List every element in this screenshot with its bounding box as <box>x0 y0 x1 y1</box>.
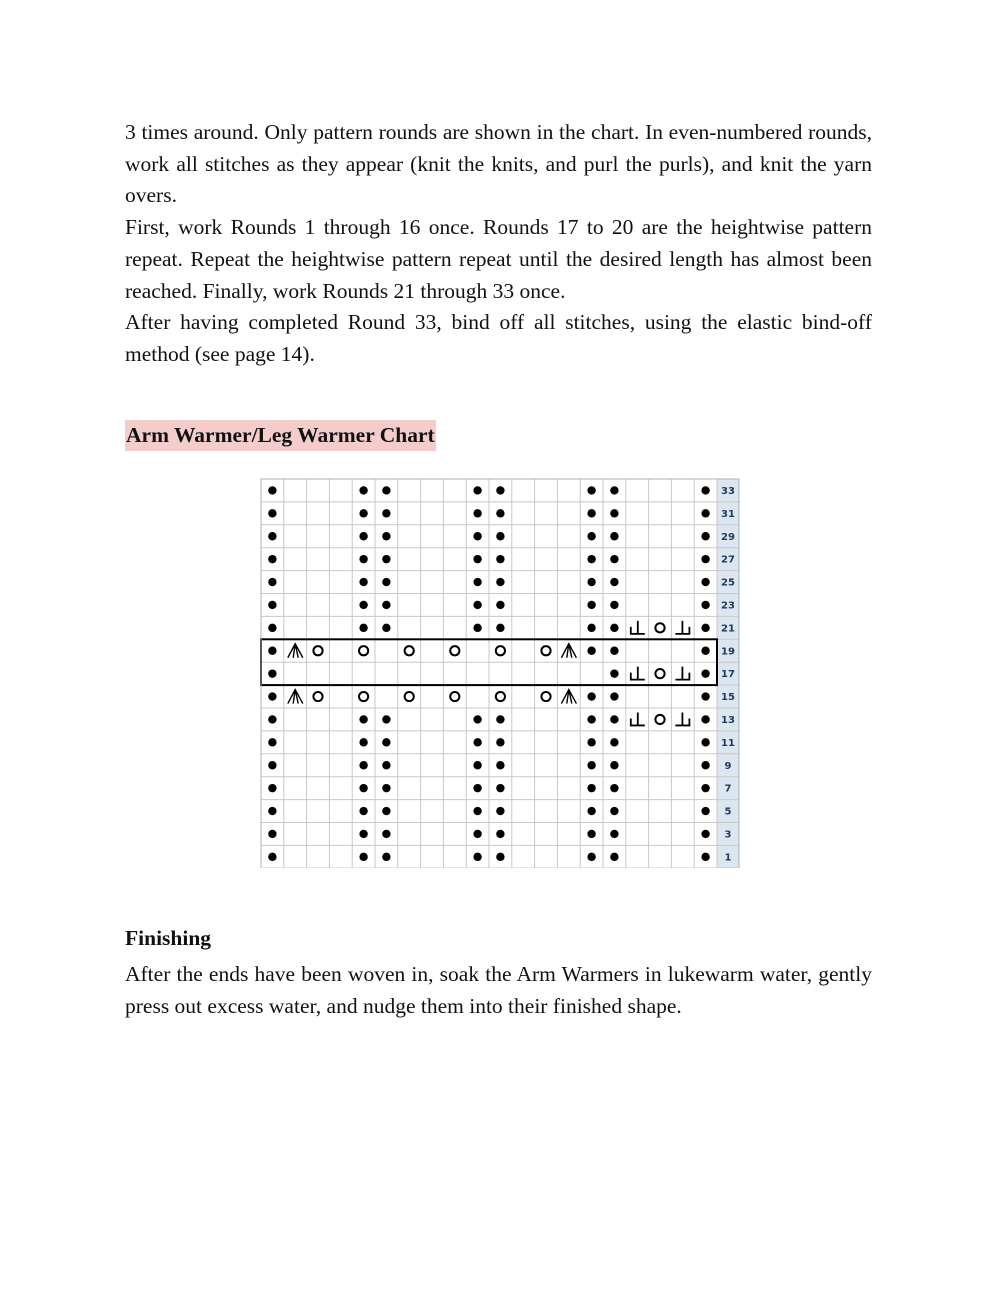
purl-stitch <box>701 853 709 861</box>
purl-stitch <box>268 738 276 746</box>
yarn-over <box>405 692 414 701</box>
intro-paragraph-3: After having completed Round 33, bind off all stitches, using the elastic bind-off method (see page 14). <box>125 310 872 366</box>
purl-stitch <box>268 624 276 632</box>
row-number: 31 <box>721 508 735 520</box>
purl-stitch <box>701 578 709 586</box>
row-number: 23 <box>721 600 735 612</box>
purl-stitch <box>359 807 367 815</box>
purl-stitch <box>587 807 595 815</box>
purl-stitch <box>701 761 709 769</box>
purl-stitch <box>382 509 390 517</box>
row-number: 27 <box>721 554 735 566</box>
row-number: 3 <box>724 829 732 841</box>
yarn-over <box>541 646 550 655</box>
yarn-over <box>450 692 459 701</box>
purl-stitch <box>268 555 276 563</box>
purl-stitch <box>359 601 367 609</box>
row-number: 33 <box>721 485 735 497</box>
purl-stitch <box>610 830 618 838</box>
double-decrease-left <box>288 690 303 704</box>
purl-stitch <box>496 830 504 838</box>
purl-stitch <box>382 555 390 563</box>
finishing-paragraph: After the ends have been woven in, soak the Arm Warmers in lukewarm water, gently press out excess water, and nudge them into their finished shape. <box>125 962 872 1018</box>
yarn-over <box>655 669 664 678</box>
right-decrease <box>675 621 689 634</box>
purl-stitch <box>610 853 618 861</box>
purl-stitch <box>701 738 709 746</box>
row-number: 7 <box>724 783 732 795</box>
purl-stitch <box>382 601 390 609</box>
row-number: 29 <box>721 531 735 543</box>
purl-stitch <box>610 784 618 792</box>
purl-stitch <box>359 532 367 540</box>
row-number: 1 <box>724 852 732 864</box>
purl-stitch <box>382 715 390 723</box>
right-decrease <box>675 712 689 725</box>
purl-stitch <box>496 715 504 723</box>
yarn-over <box>313 646 322 655</box>
purl-stitch <box>268 647 276 655</box>
right-decrease <box>675 667 689 680</box>
purl-stitch <box>268 692 276 700</box>
row-number: 25 <box>721 577 735 589</box>
purl-stitch <box>587 692 595 700</box>
yarn-over <box>359 692 368 701</box>
purl-stitch <box>473 830 481 838</box>
purl-stitch <box>496 624 504 632</box>
double-decrease-left <box>288 644 303 658</box>
finishing-heading: Finishing <box>125 926 212 950</box>
purl-stitch <box>610 624 618 632</box>
purl-stitch <box>701 784 709 792</box>
purl-stitch <box>587 555 595 563</box>
left-decrease <box>631 667 645 680</box>
purl-stitch <box>610 555 618 563</box>
purl-stitch <box>359 509 367 517</box>
purl-stitch <box>587 532 595 540</box>
double-decrease-right <box>561 690 576 704</box>
purl-stitch <box>359 761 367 769</box>
row-number: 13 <box>721 714 735 726</box>
purl-stitch <box>701 807 709 815</box>
purl-stitch <box>587 578 595 586</box>
purl-stitch <box>473 578 481 586</box>
purl-stitch <box>496 853 504 861</box>
purl-stitch <box>473 738 481 746</box>
purl-stitch <box>496 509 504 517</box>
purl-stitch <box>382 853 390 861</box>
purl-stitch <box>496 601 504 609</box>
purl-stitch <box>359 738 367 746</box>
purl-stitch <box>473 807 481 815</box>
purl-stitch <box>268 578 276 586</box>
purl-stitch <box>382 807 390 815</box>
purl-stitch <box>473 761 481 769</box>
purl-stitch <box>268 853 276 861</box>
purl-stitch <box>382 486 390 494</box>
purl-stitch <box>359 555 367 563</box>
purl-stitch <box>496 486 504 494</box>
row-number: 17 <box>721 669 735 681</box>
purl-stitch <box>701 647 709 655</box>
purl-stitch <box>473 853 481 861</box>
yarn-over <box>655 715 664 724</box>
yarn-over <box>496 646 505 655</box>
purl-stitch <box>359 784 367 792</box>
purl-stitch <box>473 715 481 723</box>
double-decrease-right <box>561 644 576 658</box>
purl-stitch <box>268 807 276 815</box>
purl-stitch <box>701 555 709 563</box>
purl-stitch <box>587 486 595 494</box>
purl-stitch <box>610 715 618 723</box>
yarn-over <box>655 623 664 632</box>
purl-stitch <box>382 784 390 792</box>
purl-stitch <box>382 624 390 632</box>
purl-stitch <box>587 715 595 723</box>
purl-stitch <box>610 647 618 655</box>
purl-stitch <box>610 761 618 769</box>
purl-stitch <box>268 830 276 838</box>
left-decrease <box>631 712 645 725</box>
finishing-text <box>125 959 872 1022</box>
purl-stitch <box>359 853 367 861</box>
purl-stitch <box>587 647 595 655</box>
purl-stitch <box>268 784 276 792</box>
purl-stitch <box>359 624 367 632</box>
purl-stitch <box>473 784 481 792</box>
purl-stitch <box>701 692 709 700</box>
row-number: 11 <box>721 737 735 749</box>
purl-stitch <box>587 509 595 517</box>
purl-stitch <box>610 692 618 700</box>
purl-stitch <box>496 784 504 792</box>
purl-stitch <box>587 738 595 746</box>
row-number: 15 <box>721 692 735 704</box>
purl-stitch <box>701 624 709 632</box>
purl-stitch <box>473 509 481 517</box>
chart-heading: Arm Warmer/Leg Warmer Chart <box>125 420 436 451</box>
purl-stitch <box>587 853 595 861</box>
purl-stitch <box>610 486 618 494</box>
purl-stitch <box>268 669 276 677</box>
purl-stitch <box>359 486 367 494</box>
purl-stitch <box>610 669 618 677</box>
purl-stitch <box>610 738 618 746</box>
intro-paragraph-1: 3 times around. Only pattern rounds are shown in the chart. In even-numbered rounds, work all stitches as they appear (knit the knits, and purl the purls), and knit the yarn overs. <box>125 120 872 208</box>
yarn-over <box>359 646 368 655</box>
row-number: 19 <box>721 646 735 658</box>
purl-stitch <box>473 555 481 563</box>
purl-stitch <box>610 601 618 609</box>
purl-stitch <box>268 509 276 517</box>
purl-stitch <box>587 624 595 632</box>
purl-stitch <box>382 738 390 746</box>
purl-stitch <box>587 784 595 792</box>
purl-stitch <box>587 601 595 609</box>
yarn-over <box>541 692 550 701</box>
purl-stitch <box>701 532 709 540</box>
intro-text <box>125 117 872 371</box>
purl-stitch <box>701 509 709 517</box>
purl-stitch <box>610 807 618 815</box>
purl-stitch <box>359 715 367 723</box>
purl-stitch <box>496 807 504 815</box>
purl-stitch <box>496 738 504 746</box>
row-number: 9 <box>724 760 732 772</box>
knitting-chart <box>258 476 742 868</box>
purl-stitch <box>496 555 504 563</box>
purl-stitch <box>268 486 276 494</box>
purl-stitch <box>701 669 709 677</box>
purl-stitch <box>473 532 481 540</box>
purl-stitch <box>496 578 504 586</box>
purl-stitch <box>701 601 709 609</box>
purl-stitch <box>268 601 276 609</box>
purl-stitch <box>382 532 390 540</box>
purl-stitch <box>473 624 481 632</box>
purl-stitch <box>701 830 709 838</box>
purl-stitch <box>382 578 390 586</box>
purl-stitch <box>473 601 481 609</box>
purl-stitch <box>382 830 390 838</box>
purl-stitch <box>701 486 709 494</box>
row-number: 5 <box>724 806 732 818</box>
yarn-over <box>496 692 505 701</box>
purl-stitch <box>268 761 276 769</box>
purl-stitch <box>701 715 709 723</box>
purl-stitch <box>359 578 367 586</box>
yarn-over <box>450 646 459 655</box>
purl-stitch <box>473 486 481 494</box>
intro-paragraph-2: First, work Rounds 1 through 16 once. Rounds 17 to 20 are the heightwise pattern repeat. Repeat the heightwise pattern repeat until the desired length has almost been reached. Finally, work Rounds 21 through 33 once. <box>125 215 872 303</box>
row-number: 21 <box>721 623 735 635</box>
purl-stitch <box>382 761 390 769</box>
yarn-over <box>313 692 322 701</box>
yarn-over <box>405 646 414 655</box>
purl-stitch <box>610 578 618 586</box>
purl-stitch <box>496 532 504 540</box>
left-decrease <box>631 621 645 634</box>
purl-stitch <box>587 761 595 769</box>
purl-stitch <box>610 532 618 540</box>
purl-stitch <box>587 830 595 838</box>
purl-stitch <box>268 715 276 723</box>
purl-stitch <box>268 532 276 540</box>
purl-stitch <box>496 761 504 769</box>
purl-stitch <box>359 830 367 838</box>
purl-stitch <box>610 509 618 517</box>
